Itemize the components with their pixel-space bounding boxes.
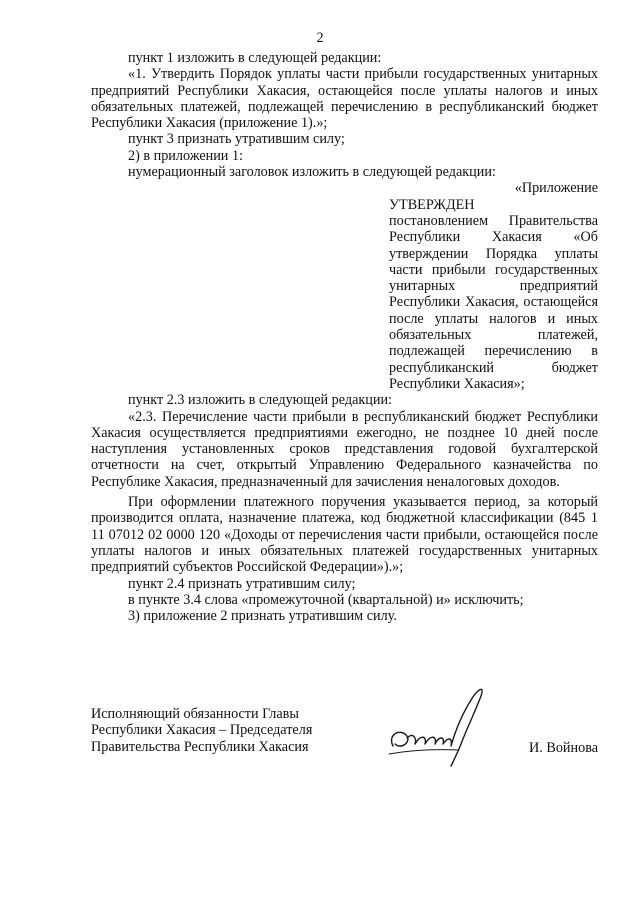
page-number: 2 bbox=[316, 30, 324, 46]
document-body bbox=[91, 50, 598, 624]
paragraph-4: 2) в приложении 1: bbox=[128, 147, 243, 164]
appendix-label: «Приложение bbox=[514, 180, 598, 197]
paragraph-7: пункт 2.3 изложить в следующей редакции: bbox=[128, 392, 392, 409]
signature-block bbox=[91, 706, 598, 816]
signatory-name: И. Войнова bbox=[529, 740, 598, 756]
signatory-title-line-2: Республики Хакасия – Председателя bbox=[91, 722, 313, 739]
paragraph-1: пункт 1 изложить в следующей редакции: bbox=[128, 50, 382, 66]
paragraph-10: пункт 2.4 признать утратившим силу; bbox=[128, 575, 356, 592]
signatory-title-line-1: Исполняющий обязанности Главы bbox=[91, 706, 299, 722]
approval-heading: УТВЕРЖДЕН bbox=[389, 196, 475, 213]
paragraph-11: в пункте 3.4 слова «промежуточной (квартальной) и» исключить; bbox=[128, 591, 524, 608]
signatory-title bbox=[91, 706, 312, 755]
paragraph-5: нумерационный заголовок изложить в следующей редакции: bbox=[128, 164, 496, 181]
paragraph-9: При оформлении платежного поручения указывается период, за который производится оплата, назначение платежа, код бюджетной классификации (845 1 11 07012 02 0000 120 «Доходы от перечисления части прибыли, остающейся после уплаты налогов и иных обязательных платежей государственных унитарных предприятий субъектов Российской Федерации»).»; bbox=[91, 494, 598, 576]
paragraph-8: «2.3. Перечисление части прибыли в республиканский бюджет Республики Хакасия осуществляется предприятиями ежегодно, не позднее 10 дней после наступления установленных сроков представления годовой бухгалтерской отчетности на счет, открытый Управлению Федерального казначейства по Республике Хакасия, предназначенный для зачисления неналоговых доходов. bbox=[91, 408, 598, 490]
approval-text: постановлением Правительства Республики Хакасия «Об утверждении Порядка уплаты части прибыли государственных унитарных предприятий Республики Хакасия, остающейся после уплаты налогов и иных обязательных платежей, подлежащей перечислению в республиканский бюджет Республики Хакасия»; bbox=[389, 212, 598, 392]
paragraph-12: 3) приложение 2 признать утратившим силу. bbox=[128, 608, 397, 625]
handwritten-signature bbox=[381, 676, 511, 771]
approval-block bbox=[389, 197, 598, 393]
paragraph-3: пункт 3 признать утратившим силу; bbox=[128, 131, 345, 148]
signatory-title-line-3: Правительства Республики Хакасия bbox=[91, 738, 309, 755]
paragraph-2: «1. Утвердить Порядок уплаты части прибыли государственных унитарных предприятий Республики Хакасия, остающейся после уплаты налогов и иных обязательных платежей, подлежащей перечислению в республиканский бюджет Республики Хакасия (приложение 1).»; bbox=[91, 66, 598, 132]
